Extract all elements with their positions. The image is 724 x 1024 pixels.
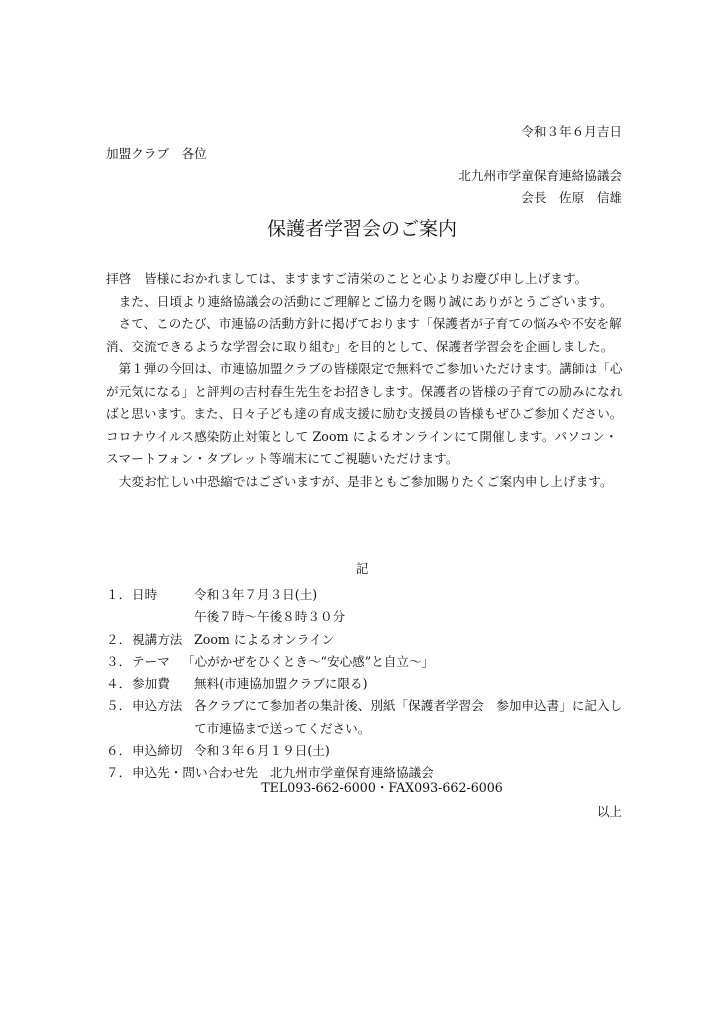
sender-name: 会長 佐原 信雄 xyxy=(521,190,622,205)
body-line: が元気になる」と評判の吉村春生先生をお招きします。保護者の皆様の子育ての励みになれ xyxy=(106,383,623,399)
list-item xyxy=(106,651,626,673)
document-title: 保護者学習会のご案内 xyxy=(266,218,457,240)
list-item xyxy=(106,740,626,762)
body-line: 第１弾の今回は、市連協加盟クラブの皆様限定で無料でご参加いただけます。講師は「心 xyxy=(106,361,623,376)
details-list xyxy=(106,584,626,785)
item-label: 視講方法 xyxy=(132,631,183,647)
ki-heading: 記 xyxy=(355,561,369,576)
body-line: また、日頃より連絡協議会の活動にご理解とご協力を賜り誠にありがとうございます。 xyxy=(106,293,613,309)
item-value: 令和３年７月３日(土) xyxy=(194,587,318,602)
body-line: 消、交流できるような学習会に取り組む」を目的として、保護者学習会を企画しました。 xyxy=(106,338,614,354)
item-number: ６． xyxy=(106,743,132,759)
item-value: 無料(市連協加盟クラブに限る) xyxy=(194,676,368,692)
document-date: 令和３年６月吉日 xyxy=(521,124,622,139)
body-line: スマートフォン・タブレット等端末にてご視聴いただけます。 xyxy=(106,451,459,466)
list-item xyxy=(106,629,626,651)
contact-phone-fax: TEL093-662-6000・FAX093-662-6006 xyxy=(261,780,503,795)
item-value: 各クラブにて参加者の集計後、別紙「保護者学習会 参加申込書」に記入し xyxy=(194,698,623,714)
item-number: ５． xyxy=(106,698,132,714)
sender-organization: 北九州市学童保育連絡協議会 xyxy=(458,168,622,183)
list-item xyxy=(106,718,626,740)
body-text xyxy=(106,268,622,493)
item-number: １． xyxy=(106,587,132,602)
body-line: ばと思います。また、日々子ども達の育成支援に励む支援員の皆様もぜひご参加ください。 xyxy=(106,406,623,421)
item-number: ３． xyxy=(106,653,132,669)
item-number: ４． xyxy=(106,676,132,692)
list-item xyxy=(106,673,626,695)
item-label: テーマ xyxy=(132,653,170,669)
item-value: 令和３年６月１９日(土) xyxy=(194,743,330,759)
addressee: 加盟クラブ 各位 xyxy=(106,146,207,161)
item-value: て市連協まで送ってください。 xyxy=(194,720,371,736)
body-line: さて、このたび、市連協の活動方針に掲げております「保護者が子育ての悩みや不安を解 xyxy=(106,316,622,331)
item-value: Zoom によるオンライン xyxy=(194,631,335,647)
item-label: 申込締切 xyxy=(132,743,183,759)
item-label: 参加費 xyxy=(132,676,170,692)
item-value: 午後７時～午後８時３０分 xyxy=(194,609,346,625)
list-item xyxy=(106,695,626,717)
body-line: コロナウイルス感染防止対策として Zoom によるオンラインにて開催します。パソコン・ xyxy=(106,428,618,444)
item-label: 申込方法 xyxy=(132,698,183,714)
item-number: ２． xyxy=(106,631,132,647)
body-line: 拝啓 皆様におかれましては、ますますご清栄のことと心よりお慶び申し上げます。 xyxy=(106,271,588,286)
item-value: 「心がかぜをひくとき～“安心感”と自立～」 xyxy=(182,653,435,669)
item-label: 申込先・問い合わせ先 xyxy=(132,765,258,781)
closing-mark: 以上 xyxy=(596,804,622,819)
list-item xyxy=(106,606,626,628)
item-label: 日時 xyxy=(132,587,158,602)
list-item xyxy=(106,584,626,606)
item-value: 北九州市学童保育連絡協議会 xyxy=(270,765,434,781)
body-line: 大変お忙しい中恐縮ではございますが、是非ともご参加賜りたくご案内申し上げます。 xyxy=(106,473,613,489)
item-number: ７． xyxy=(106,765,132,781)
